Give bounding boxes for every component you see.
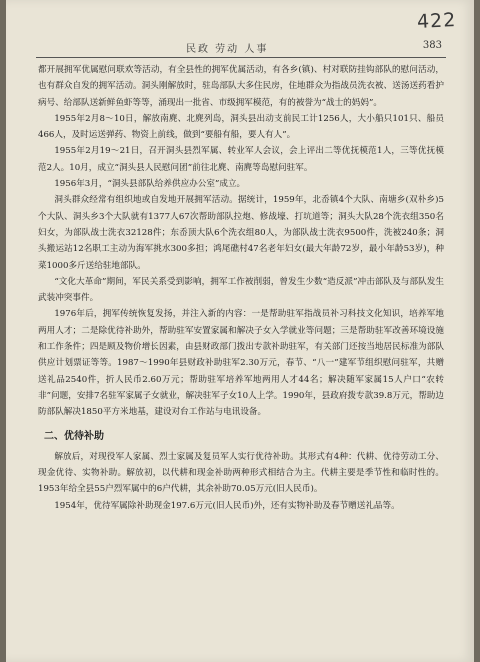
paragraph: 1976年后，拥军传统恢复发扬，并注入新的内容：一是帮助驻军指战员补习科技文化知识，培养军地两用人才；二是除优待补助外，帮助驻军安置家属和解决子女入学就业等问题；三是帮助驻军改善环境设施和工作条件；四是顾及物价增长因素，由县财政部门拨出专款补助驻军，有关部门还按当地居民标准为部队供应计划票证等等。1987～1990年县财政补助驻军2.30万元，春节、“八一”建军节组织慰问驻军，共赠送礼品2540件，折人民币2.60万元；帮助驻军培养军地两用人才44名；解决随军家属15人户口“农转非”问题，安排7名驻军家属子女就业，解决驻军子女10人上学。1990年，县政府拨专款39.8万元，帮助边防部队解决1850平方米地基，建设对台工作站与电讯设备。 <box>38 309 444 418</box>
paragraph: “文化大革命”期间，军民关系受到影响，拥军工作被削弱，曾发生少数“造反派”冲击部队及与部队发生武装冲突事件。 <box>38 276 444 304</box>
paragraph: 1956年3月，“洞头县部队给养供应办公室”成立。 <box>54 179 246 190</box>
section-heading: 二、优待补助 <box>44 430 104 442</box>
paragraph: 1955年2月19～21日，召开洞头县烈军属、转业军人会议，会上评出二等优抚模范1人，三等优抚模范2人。10月，成立“洞头县人民慰问团”前往北麂、南麂等岛慰问驻军。 <box>38 146 444 173</box>
paragraph: 1955年2月8～10日，解放南麂、北麂列岛，洞头县出动支前民工计1256人，大小船只101只、船员466人，及时运送弹药、物资上前线，做到“要船有船，要人有人”。 <box>38 113 444 141</box>
handwritten-page-note: 422 <box>416 8 457 34</box>
paragraph: 解放后，对现役军人家属、烈士家属及复员军人实行优待补助。其形式有4种：代耕、优待劳动工分、现金优待、实物补助。解放初，以代耕和现金补助两种形式相结合为主。代耕主要是季节性和临时性的。1953年给全县55户烈军属中的6户代耕，其余补助70.05万元(旧人民币)。 <box>38 451 444 495</box>
running-header <box>36 38 446 58</box>
body-text <box>38 62 444 514</box>
page-number: 383 <box>422 40 442 51</box>
header-rule <box>36 57 446 58</box>
paragraph: 1954年，优待军属除补助现金197.6万元(旧人民币)外，还有实物补助及春节赠送礼品等。 <box>54 500 400 511</box>
book-page <box>6 0 474 662</box>
header-title: 民政 劳动 人事 <box>186 44 269 55</box>
paragraph: 都开展拥军优属慰问联欢等活动，有全县性的拥军优属活动，有各乡(镇)、村对联防挂钩部队的慰问活动，也有群众自发的拥军活动。洞头刚解放时，驻岛部队大多住民房，住地群众为指战员洗衣被、送汤送药看护病号、给部队送新鲜鱼虾等等，涌现出一批省、市级拥军模范，有的被誉为“战士的妈妈”。 <box>38 65 444 108</box>
paragraph: 洞头群众经常有组织地或自发地开展拥军活动。据统计，1959年，北岙镇4个大队、南塘乡(双朴乡)5个大队、洞头乡3个大队就有1377人67次帮助部队拉炮、修战壕、打坑道等；洞头大队28个洗衣组350名妇女，为部队战士洗衣32128件；东岙顶大队6个洗衣组80人，为部队战士洗衣9500件，洗被240条；洞头搬运站12名职工主动为海军挑水300多担；鸿尾礁村47名老年妇女(最大年龄72岁，最小年龄53岁)，种菜1000多斤送给驻地部队。 <box>38 195 444 271</box>
